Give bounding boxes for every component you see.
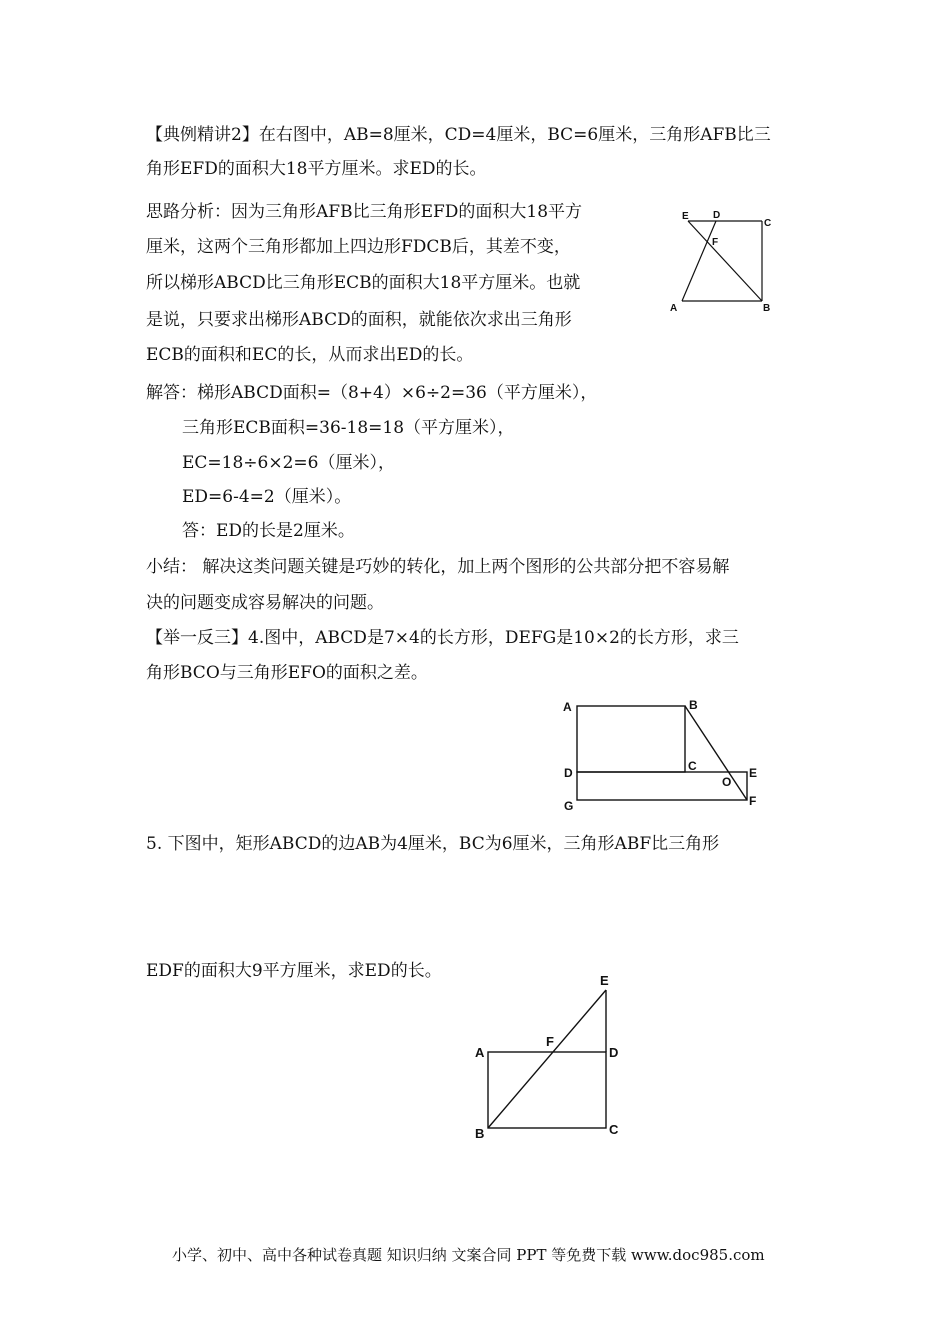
figure-rectangle-abcd-triangle — [470, 968, 630, 1148]
summary-line1: 小结： 解决这类问题关键是巧妙的转化，加上两个图形的公共部分把不容易解 — [146, 557, 730, 577]
label-d: D — [564, 766, 573, 780]
solution-line5: 答：ED的长是2厘米。 — [182, 521, 355, 541]
label-e: E — [682, 211, 689, 222]
label-o: O — [722, 775, 732, 789]
analysis-line4: 是说，只要求出梯形ABCD的面积，就能依次求出三角形 — [146, 310, 572, 330]
analysis-line5: ECB的面积和EC的长，从而求出ED的长。 — [146, 345, 474, 365]
label-c: C — [688, 759, 697, 773]
analysis-line2: 厘米，这两个三角形都加上四边形FDCB后，其差不变， — [146, 237, 571, 257]
analysis-line3: 所以梯形ABCD比三角形ECB的面积大18平方厘米。也就 — [146, 273, 581, 293]
solution-line3: EC=18÷6×2=6（厘米）， — [182, 453, 395, 473]
solution-line1: 解答：梯形ABCD面积=（8+4）×6÷2=36（平方厘米）， — [146, 383, 598, 403]
figure-trapezoid-abcd — [666, 205, 786, 317]
label-f: F — [546, 1034, 554, 1049]
analysis-line1: 思路分析：因为三角形AFB比三角形EFD的面积大18平方 — [146, 202, 583, 222]
figure-rectangles-abcd-defg — [560, 694, 770, 814]
segment-bf — [685, 706, 747, 800]
label-c: C — [764, 218, 772, 229]
label-a: A — [475, 1045, 485, 1060]
summary-line2: 决的问题变成容易解决的问题。 — [146, 593, 384, 613]
label-b: B — [763, 303, 771, 314]
label-d: D — [713, 210, 721, 221]
page-footer: 小学、初中、高中各种试卷真题 知识归纳 文案合同 PPT 等免费下载 www.doc985.com — [172, 1246, 765, 1264]
rectangle-abcd — [577, 706, 685, 772]
exercise5-line2: EDF的面积大9平方厘米，求ED的长。 — [146, 961, 442, 981]
label-a: A — [563, 700, 572, 714]
segment-be — [488, 990, 606, 1128]
solution-line2: 三角形ECB面积=36-18=18（平方厘米）， — [182, 418, 515, 438]
example2-line2: 角形EFD的面积大18平方厘米。求ED的长。 — [146, 159, 487, 179]
exercise5-line1: 5. 下图中，矩形ABCD的边AB为4厘米，BC为6厘米，三角形ABF比三角形 — [146, 834, 720, 854]
rectangle-abcd — [488, 1052, 606, 1128]
label-e: E — [600, 973, 609, 988]
label-g: G — [564, 799, 574, 813]
label-d: D — [609, 1045, 619, 1060]
label-c: C — [609, 1122, 619, 1137]
label-a: A — [670, 303, 678, 314]
label-e: E — [749, 766, 758, 780]
exercise4-line1: 【举一反三】4.图中，ABCD是7×4的长方形，DEFG是10×2的长方形，求三 — [146, 628, 739, 648]
solution-line4: ED=6-4=2（厘米）。 — [182, 487, 352, 507]
exercise4-line2: 角形BCO与三角形EFO的面积之差。 — [146, 663, 428, 683]
label-f: F — [712, 237, 719, 248]
label-b: B — [689, 698, 698, 712]
label-b: B — [475, 1126, 485, 1141]
example2-line1: 【典例精讲2】在右图中，AB=8厘米，CD=4厘米，BC=6厘米，三角形AFB比三 — [146, 125, 771, 145]
label-f: F — [749, 794, 757, 808]
